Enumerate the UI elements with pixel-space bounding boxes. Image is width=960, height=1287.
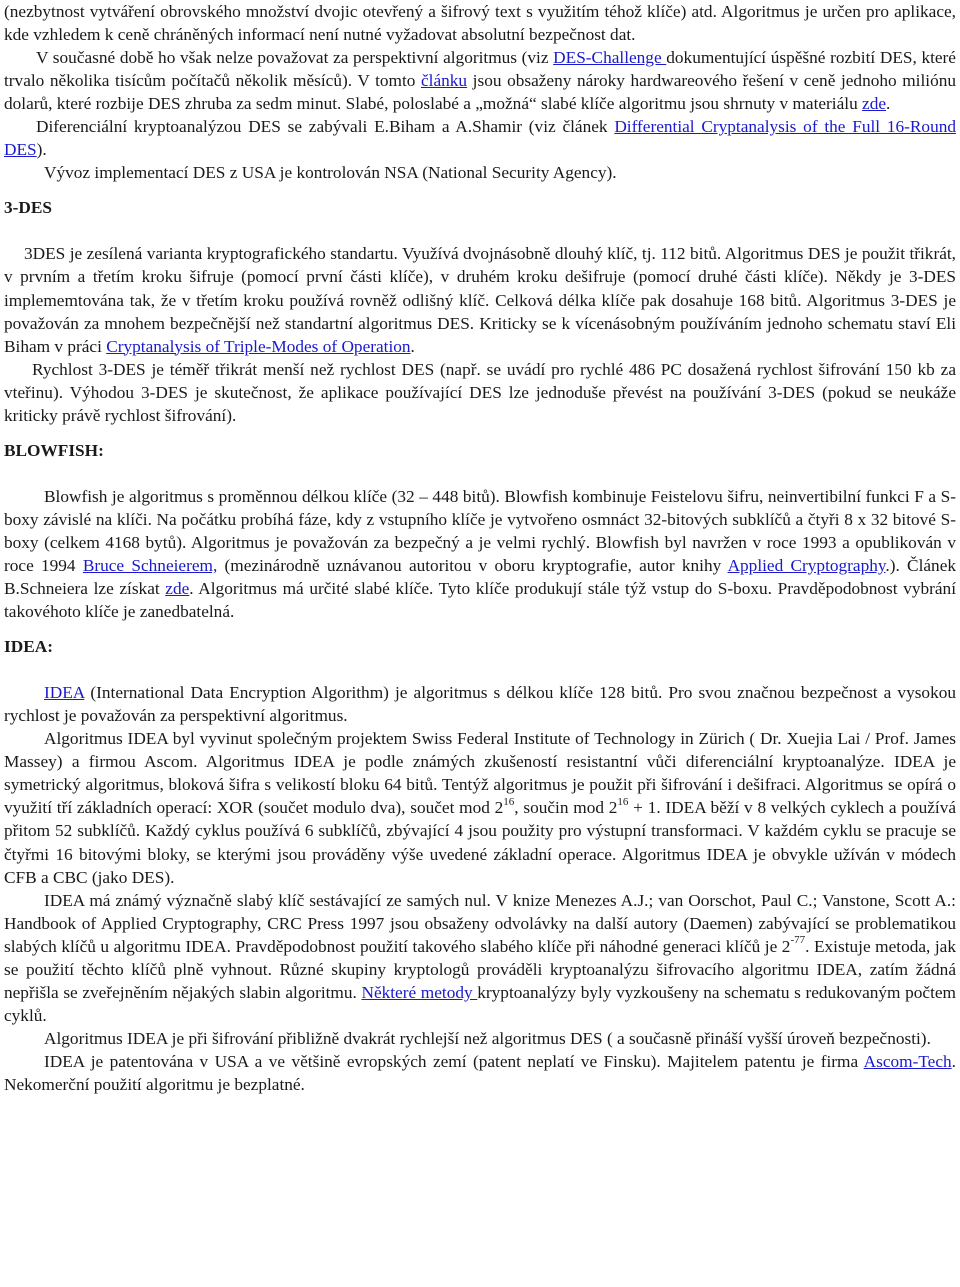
text: (International Data Encryption Algorithm) je algoritmus s délkou klíče 128 bitů. Pro svou značnou bezpečnost a vysokou rychlost je považován za perspektivní algoritmus. [4, 683, 956, 726]
text: (nezbytnost vytváření obrovského množství dvojic otevřený a šifrový text s využitím téhož klíče) atd. Algoritmus je určen pro aplikace, kde vzhledem k ceně chráněných informací není nutné vyžadovat absolutní bezpečnost dat. [4, 2, 956, 45]
superscript: 16 [503, 795, 515, 808]
superscript: -77 [790, 933, 806, 946]
paragraph-idea-weak-key [4, 889, 956, 1027]
text: ). [36, 140, 47, 160]
link-applied-cryptography[interactable]: Applied Cryptography [727, 555, 886, 575]
paragraph-idea-details [4, 727, 956, 888]
paragraph-idea-patent [4, 1050, 956, 1096]
text: (mezinárodně uznávanou autoritou v oboru kryptografie, autor knihy [217, 555, 728, 575]
text: .). Článek B.Schneiera lze získat [4, 555, 957, 599]
link-idea[interactable]: IDEA [44, 683, 85, 703]
heading-idea: IDEA: [4, 637, 53, 657]
text: Diferenciální kryptoanalýzou DES se zabývali E.Biham a A.Shamir (viz článek [36, 117, 615, 137]
text: dokumentující úspěšné rozbití DES, které trvalo několika tisícům počítačů několik měsíců). V tomto [4, 48, 956, 91]
link-nektere-metody[interactable]: Některé metody [361, 982, 478, 1002]
text: Algoritmus IDEA byl vyvinut společným projektem Swiss Federal Institute of Technology in Zürich ( Dr. Xuejia Lai / Prof. James Massey) a firmou Ascom. Algoritmus IDEA je podle známých zkušeností resistantní vůči diferenciální kryptoanalýze. IDEA je symetrický algoritmus, bloková šifra s velikostí bloku 64 bitů. Tentýž algoritmus je použit při šifrování i dešifraci. Algoritmus se opírá o využití tří základních operací: XOR (součet modulo dva), součet mod 2 [4, 729, 956, 818]
text: . [410, 336, 415, 356]
text: . Algoritmus má určité slabé klíče. Tyto klíče produkují stále týž vstup do S-boxu. Pravděpodobnost vybrání takovéhoto klíče je zanedbatelná. [4, 579, 956, 622]
link-bruce-schneier[interactable]: Bruce Schneierem, [82, 555, 218, 575]
heading-3des: 3-DES [4, 198, 53, 218]
text: IDEA je patentována v USA a ve většině evropských zemí (patent neplatí ve Finsku). Majitelem patentu je firma [44, 1051, 864, 1071]
text: kryptoanalýzy byly vyzkoušeny na schematu s redukovaným počtem cyklů. [4, 982, 956, 1025]
text: . Existuje metoda, jak se použití těchto klíčů plně vyhnout. Různé skupiny kryptologů prováděli kryptoanalýzu šifrovacího algoritmu IDEA, zatím žádná nepřišla se zveřejněním nějakých slabin algoritmu. [4, 936, 956, 1002]
paragraph-des-current [4, 46, 956, 115]
paragraph-idea-speed: Algoritmus IDEA je při šifrování přibližně dvakrát rychlejší než algoritmus DES ( a současně přináší vyšší úroveň bezpečnosti). [44, 1028, 931, 1048]
paragraph-idea-intro [4, 681, 956, 727]
text: . Nekomerční použití algoritmu je bezplatné. [4, 1051, 956, 1094]
text: V současné době ho však nelze považovat za perspektivní algoritmus (viz [36, 48, 554, 68]
text: + 1. IDEA běží v 8 velkých cyklech a používá přitom 52 subklíčů. Každý cyklus používá 6 subklíčů, zbývající 4 jsou použity pro výstupní transformaci. V každém cyklu se pracuje se čtyřmi 16 bitovými bloky, se kterými jsou prováděny výše uvedené základní operace. Algoritmus IDEA je obvykle užíván v módech CFB a CBC (jako DES). [4, 798, 957, 887]
text: jsou obsaženy nároky hardwareového řešení v ceně jednoho miliónu dolarů, které rozbije DES zhruba za sedm minut. Slabé, poloslabé a „možná“ slabé klíče algoritmu jsou shrnuty v materiálu [4, 71, 956, 114]
paragraph-3des-speed: Rychlost 3-DES je téměř třikrát menší než rychlost DES (např. se uvádí pro rychlé 486 PC dosažená rychlost šifrování 150 kb za vteřinu). Výhodou 3-DES je skutečnost, že aplikace používající DES lze jednoduše převést na používání 3-DES (pokud se neukáže kriticky právě rychlost šifrování). [4, 359, 956, 425]
link-cryptanalysis-triple-modes[interactable]: Cryptanalysis of Triple-Modes of Operation [106, 336, 411, 356]
text: IDEA má známý význačně slabý klíč sestávající ze samých nul. V knize Menezes A.J.; van Oorschot, Paul C.; Vanstone, Scott A.: Handbook of Applied Cryptography, CRC Press 1997 jsou obsaženy odvolávky na další autory (Daemen) zabývající se problematikou slabých klíčů u algoritmu IDEA. Pravděpodobnost použití takového slabého klíče při náhodné generaci klíčů je 2 [4, 890, 956, 956]
paragraph-blowfish [4, 485, 956, 623]
link-zde-weak-keys[interactable]: zde [862, 94, 887, 114]
text: 3DES je zesílená varianta kryptografického standartu. Využívá dvojnásobně dlouhý klíč, tj. 112 bitů. Algoritmus DES je použit třikrát, v prvním a třetím kroku šifruje (pomocí první části klíče), v druhém kroku dešifruje (pomocí druhé části klíče). Někdy je 3-DES implememtována tak, že v třetím kroku používá rovněž odlišný klíč. Celková délka klíče pak dosahuje 168 bitů. Algoritmus 3-DES je považován za mnohem bezpečnější než standartní algoritmus DES. Kriticky se k vícenásobným používáním jednoho schematu staví Eli Biham v práci [4, 244, 956, 356]
paragraph-differential [4, 115, 956, 161]
text: Blowfish je algoritmus s proměnnou délkou klíče (32 – 448 bitů). Blowfish kombinuje Feistelovu šifru, neinvertibilní funkci F a S-boxy závislé na klíči. Na počátku probíhá fáze, kdy z vstupního klíče je vytvořeno osmnáct 32-bitových subklíčů a čtyři 8 x 32 bitové S-boxy (celkem 4168 bytů). Algoritmus je považován za bezpečný a je velmi rychlý. Blowfish byl navržen v roce 1993 a opublikován v roce 1994 [4, 486, 956, 575]
paragraph-intro [4, 0, 956, 46]
link-ascom-tech[interactable]: Ascom-Tech [863, 1051, 952, 1071]
text: . [886, 94, 891, 114]
heading-blowfish: BLOWFISH: [4, 440, 104, 460]
superscript: 16 [617, 795, 629, 808]
link-des-challenge[interactable]: DES-Challenge [553, 48, 667, 68]
paragraph-3des [4, 242, 956, 357]
paragraph-export: Vývoz implementací DES z USA je kontrolován NSA (National Security Agency). [44, 163, 617, 183]
link-clanku[interactable]: článku [421, 71, 468, 91]
text: , součin mod 2 [514, 798, 618, 818]
link-differential-cryptanalysis[interactable]: Differential Cryptanalysis of the Full 16-Round DES [4, 117, 956, 160]
link-zde-schneier[interactable]: zde [165, 579, 190, 599]
